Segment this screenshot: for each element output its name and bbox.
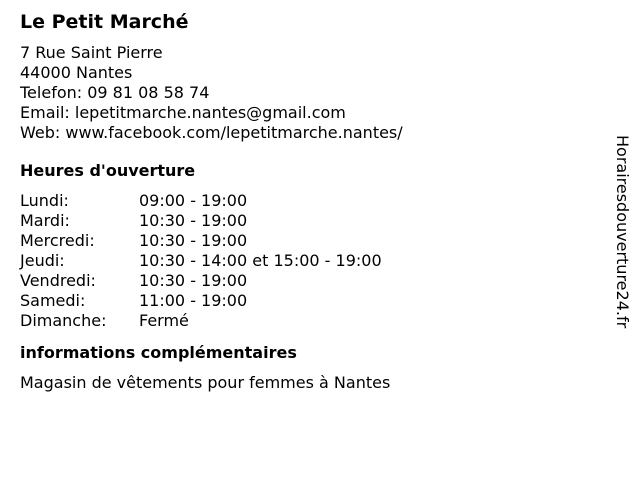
day-label: Lundi:: [20, 191, 69, 210]
day-hours: 09:00 - 19:00: [139, 191, 248, 210]
additional-info-text: Magasin de vêtements pour femmes à Nantes: [20, 373, 391, 392]
day-label: Jeudi:: [20, 251, 65, 270]
day-hours: 10:30 - 19:00: [139, 211, 248, 230]
opening-hours-heading: Heures d'ouverture: [20, 161, 196, 180]
address-city: 44000 Nantes: [20, 63, 133, 82]
day-label: Vendredi:: [20, 271, 96, 290]
hours-row-thursday: [20, 251, 600, 271]
hours-row-saturday: [20, 291, 600, 311]
opening-hours-table: [20, 191, 600, 331]
day-label: Mercredi:: [20, 231, 95, 250]
additional-info-heading: informations complémentaires: [20, 343, 297, 362]
day-hours: 11:00 - 19:00: [139, 291, 248, 310]
hours-row-sunday: [20, 311, 600, 331]
hours-row-monday: [20, 191, 600, 211]
day-label: Dimanche:: [20, 311, 107, 330]
day-hours: Fermé: [139, 311, 189, 330]
hours-row-friday: [20, 271, 600, 291]
address-street: 7 Rue Saint Pierre: [20, 43, 163, 62]
email-address: Email: lepetitmarche.nantes@gmail.com: [20, 103, 346, 122]
hours-row-tuesday: [20, 211, 600, 231]
website-address: Web: www.facebook.com/lepetitmarche.nantes/: [20, 123, 403, 142]
day-label: Samedi:: [20, 291, 86, 310]
day-hours: 10:30 - 19:00: [139, 271, 248, 290]
day-label: Mardi:: [20, 211, 70, 230]
hours-row-wednesday: [20, 231, 600, 251]
phone-number: Telefon: 09 81 08 58 74: [20, 83, 210, 102]
business-card: [20, 9, 600, 393]
business-name: Le Petit Marché: [20, 11, 189, 33]
site-watermark: Horairesdouverture24.fr: [613, 135, 632, 329]
day-hours: 10:30 - 19:00: [139, 231, 248, 250]
day-hours: 10:30 - 14:00 et 15:00 - 19:00: [139, 251, 382, 270]
contact-block: [20, 43, 600, 143]
